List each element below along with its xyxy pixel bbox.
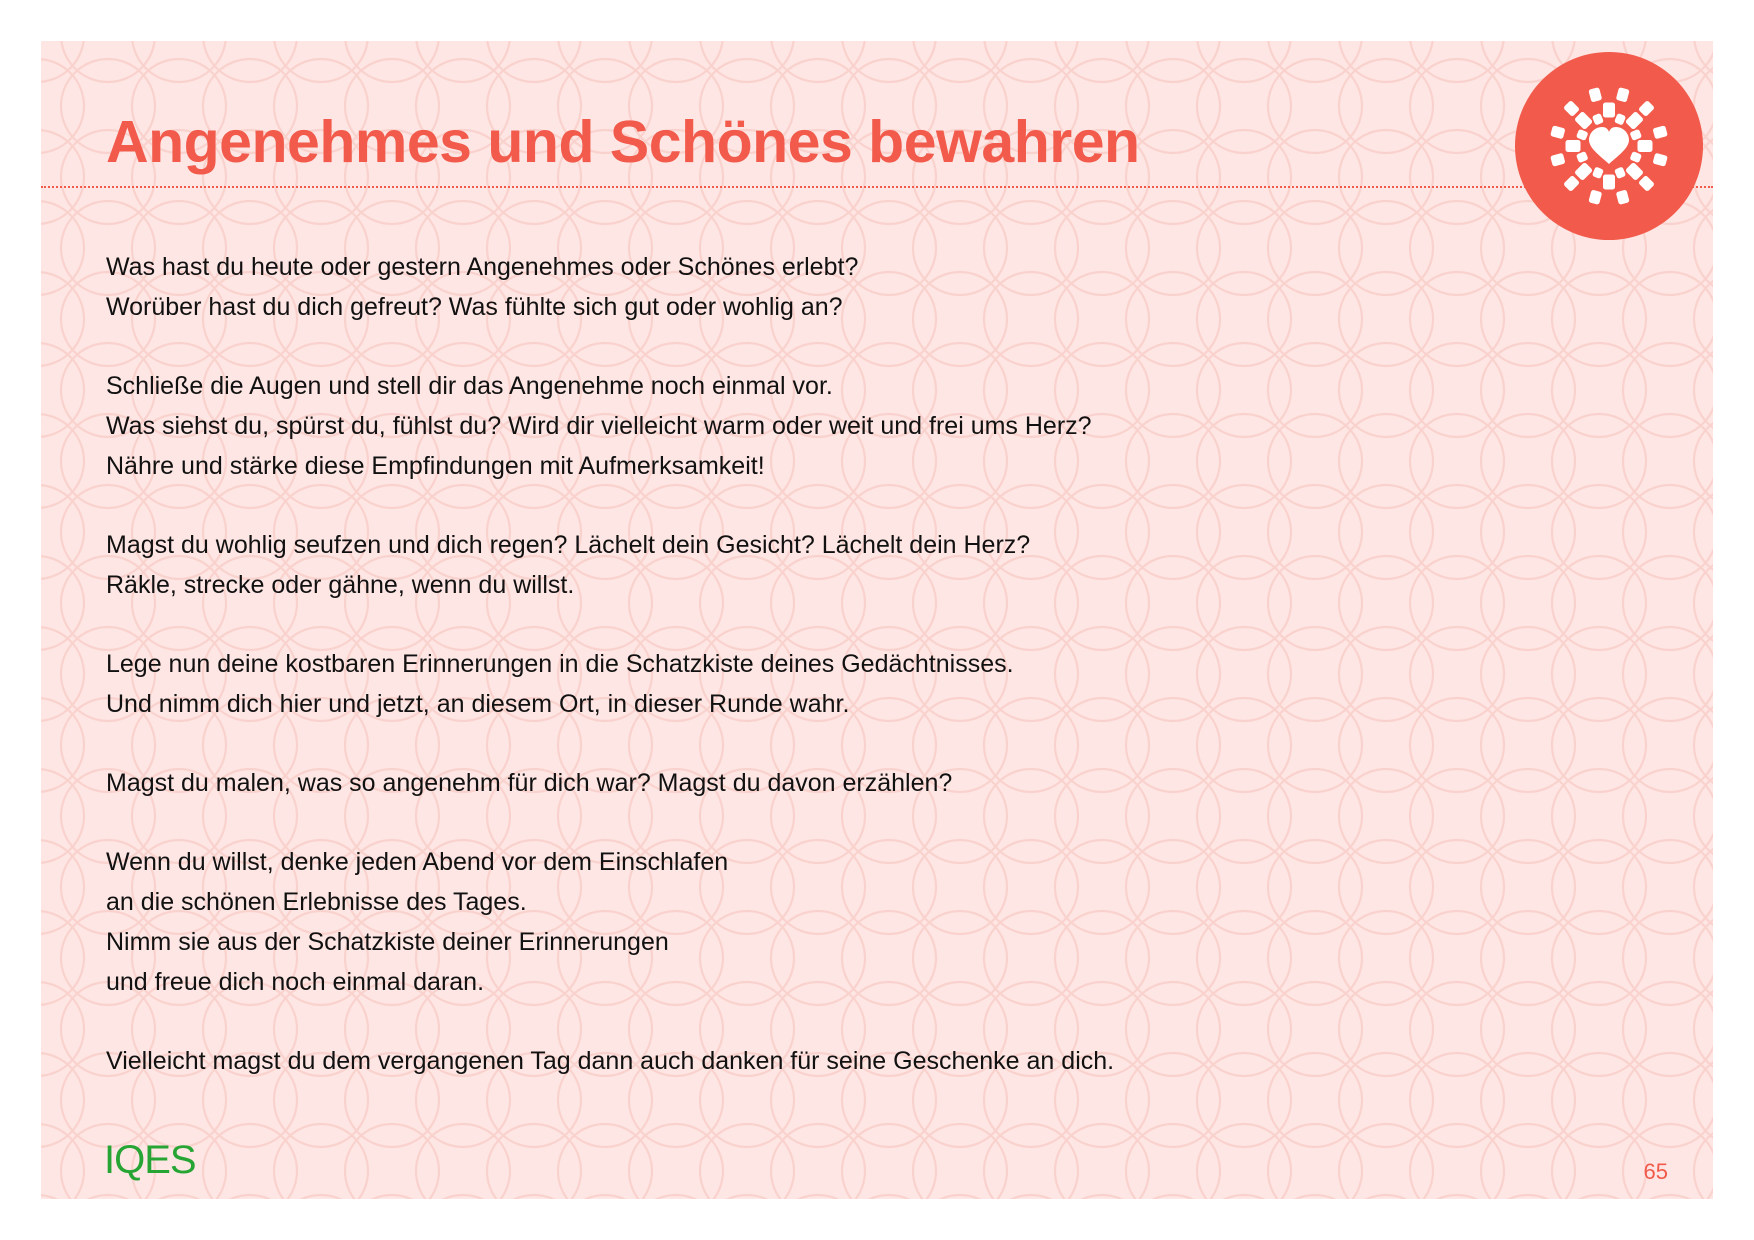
- text-line: Was siehst du, spürst du, fühlst du? Wird dir vielleicht warm oder weit und frei ums Herz?: [106, 412, 1092, 440]
- page-number: 65: [1643, 1159, 1668, 1184]
- text-line: Und nimm dich hier und jetzt, an diesem Ort, in dieser Runde wahr.: [106, 690, 850, 718]
- mandala-petal: [1638, 140, 1653, 152]
- heart-shape: [1589, 127, 1629, 164]
- mandala-petal: [1550, 125, 1565, 139]
- mandala-petal: [1574, 111, 1593, 130]
- text-line: und freue dich noch einmal daran.: [106, 968, 485, 996]
- mandala-petal: [1616, 189, 1630, 204]
- mandala-petal: [1629, 151, 1642, 163]
- mandala-petal: [1576, 129, 1589, 141]
- paragraph: [106, 842, 1406, 1002]
- text-line: Nähre und stärke diese Empfindungen mit Aufmerksamkeit!: [106, 452, 765, 480]
- text-line: Lege nun deine kostbaren Erinnerungen in die Schatzkiste deines Gedächtnisses.: [106, 650, 1014, 678]
- mandala-petal: [1563, 175, 1580, 192]
- paragraph: [106, 644, 1406, 724]
- mandala-petal: [1652, 153, 1667, 167]
- mandala-petal: [1576, 151, 1589, 163]
- mandala-petal: [1625, 162, 1644, 181]
- paragraph: [106, 247, 1406, 327]
- mandala-petal: [1592, 113, 1604, 126]
- mandala-petal: [1652, 125, 1667, 139]
- mandala-petal: [1616, 87, 1630, 102]
- mandala-petal: [1550, 153, 1565, 167]
- mandala-petal: [1614, 113, 1626, 126]
- text-line: Nimm sie aus der Schatzkiste deiner Erinnerungen: [106, 928, 669, 956]
- paragraph: [106, 366, 1406, 486]
- heart-mandala-icon: [1515, 52, 1703, 240]
- text-line: Magst du wohlig seufzen und dich regen? Lächelt dein Gesicht? Lächelt dein Herz?: [106, 531, 1031, 559]
- text-line: Räkle, strecke oder gähne, wenn du willst.: [106, 571, 575, 599]
- iqes-logo: IQES: [104, 1138, 196, 1182]
- mandala-petal: [1638, 100, 1655, 117]
- exercise-card: [41, 41, 1713, 1199]
- mandala-petal: [1592, 166, 1604, 179]
- mandala-petal: [1588, 87, 1602, 102]
- mandala-petal: [1629, 129, 1642, 141]
- title-divider: [41, 186, 1713, 188]
- page-title: Angenehmes und Schönes bewahren: [106, 109, 1140, 175]
- text-line: Schließe die Augen und stell dir das Angenehme noch einmal vor.: [106, 372, 833, 400]
- paragraph: [106, 763, 1406, 803]
- text-line: Magst du malen, was so angenehm für dich war? Magst du davon erzählen?: [106, 769, 953, 797]
- mandala-petal: [1614, 166, 1626, 179]
- exercise-text: [106, 247, 1406, 1120]
- mandala-petal: [1603, 175, 1615, 190]
- mandala-petal: [1638, 175, 1655, 192]
- mandala-petal: [1588, 189, 1602, 204]
- paragraph: [106, 1041, 1406, 1081]
- mandala-petal: [1566, 140, 1581, 152]
- heart-mandala-badge: [1515, 52, 1703, 240]
- mandala-petal: [1603, 103, 1615, 118]
- paragraph: [106, 525, 1406, 605]
- mandala-petal: [1625, 111, 1644, 130]
- text-line: Worüber hast du dich gefreut? Was fühlte sich gut oder wohlig an?: [106, 293, 843, 321]
- mandala-petal: [1574, 162, 1593, 181]
- text-line: Was hast du heute oder gestern Angenehmes oder Schönes erlebt?: [106, 253, 859, 281]
- text-line: Wenn du willst, denke jeden Abend vor dem Einschlafen: [106, 848, 729, 876]
- text-line: Vielleicht magst du dem vergangenen Tag dann auch danken für seine Geschenke an dich.: [106, 1047, 1115, 1075]
- text-line: an die schönen Erlebnisse des Tages.: [106, 888, 527, 916]
- mandala-petal: [1563, 100, 1580, 117]
